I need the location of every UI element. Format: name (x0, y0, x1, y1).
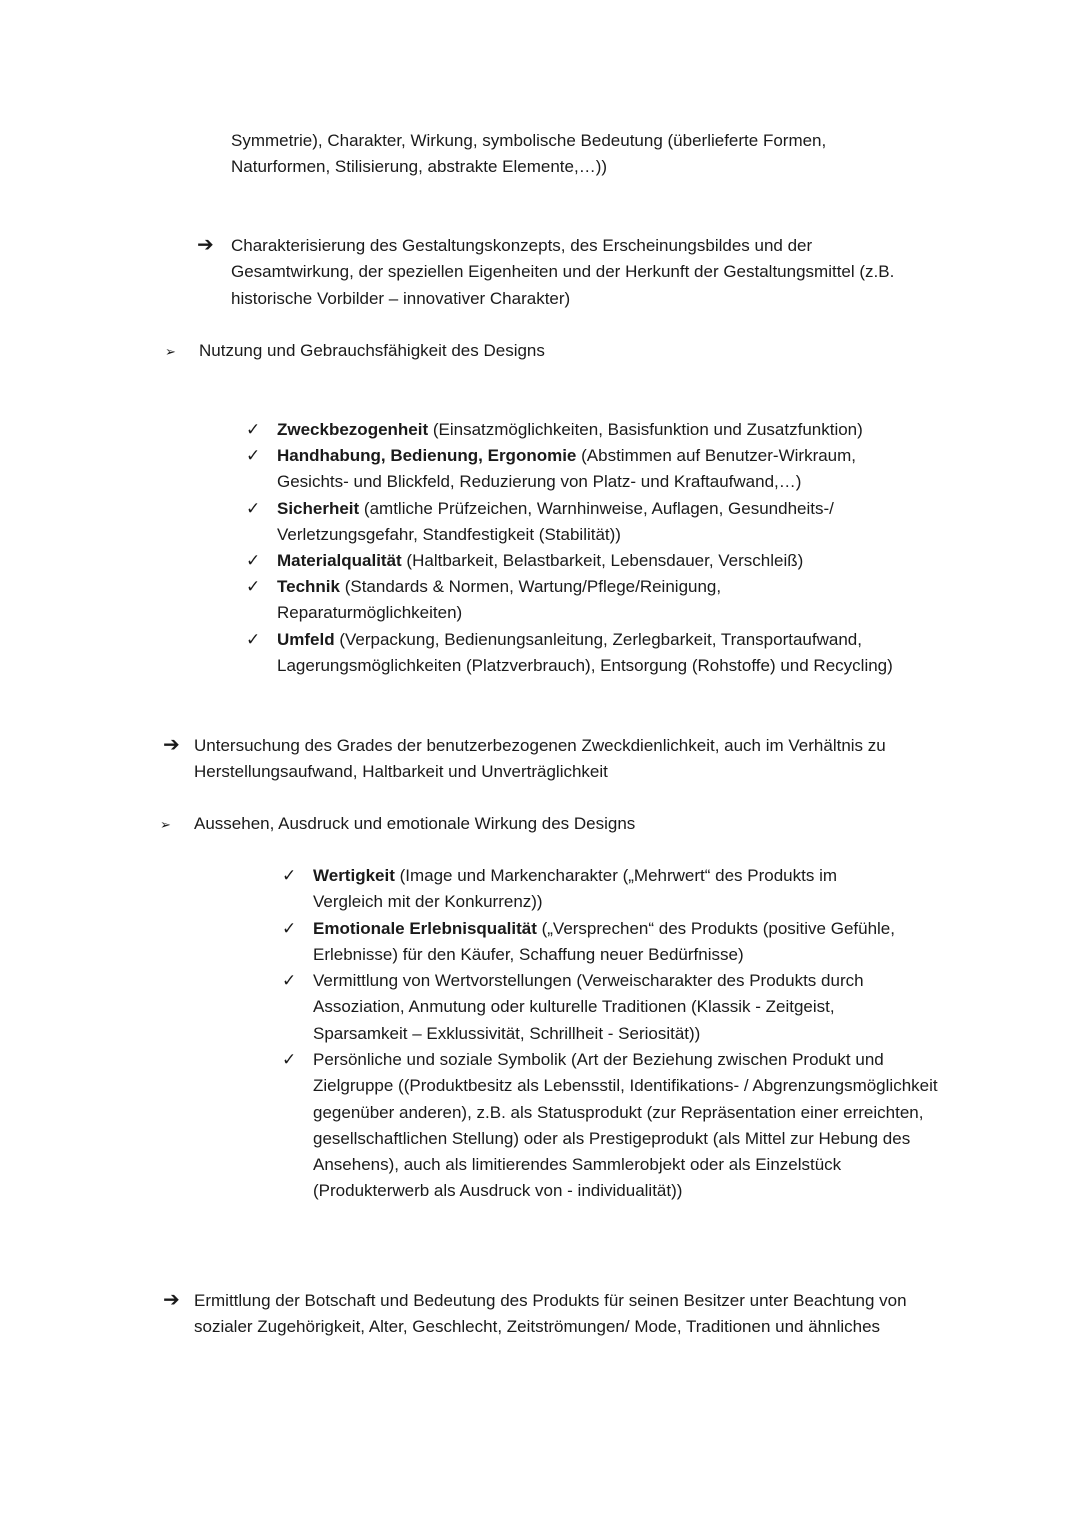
item-desc: (Image und Markencharakter („Mehrwert“ des Produkts im Vergleich mit der Konkurrenz)) (313, 866, 838, 912)
continuation-paragraph: Symmetrie), Charakter, Wirkung, symbolische Bedeutung (überlieferte Formen, Naturformen, Stilisierung, abstrakte Elemente,…)) (231, 131, 827, 177)
check-icon: ✓ (282, 1050, 297, 1069)
item-term: Wertigkeit (313, 866, 395, 885)
section-heading-appearance: Aussehen, Ausdruck und emotionale Wirkung des Designs (194, 814, 636, 833)
conclusion-characterization: Charakterisierung des Gestaltungskonzepts, des Erscheinungsbildes und der Gesamtwirkung, der speziellen Eigenheiten und der Herkunft der Gestaltungsmittel (z.B. historische Vorbilder – innovativer Charakter) (231, 236, 895, 308)
check-icon: ✓ (246, 551, 261, 570)
list-item (313, 863, 903, 916)
list-item (277, 443, 902, 496)
conclusion-usability: Untersuchung des Grades der benutzerbezogenen Zweckdienlichkeit, auch im Verhältnis zu Herstellungsaufwand, Haltbarkeit und Unverträglichkeit (194, 736, 886, 782)
list-item (277, 417, 907, 443)
item-desc: (amtliche Prüfzeichen, Warnhinweise, Auflagen, Gesundheits-/ Verletzungsgefahr, Standfestigkeit (Stabilität)) (277, 499, 834, 545)
item-desc: (Standards & Normen, Wartung/Pflege/Reinigung, Reparaturmöglichkeiten) (277, 577, 722, 623)
item-term: Sicherheit (277, 499, 360, 518)
item-term: Emotionale Erlebnisqualität (313, 919, 537, 938)
arrow-icon: ➔ (163, 734, 180, 756)
item-desc: (Einsatzmöglichkeiten, Basisfunktion und Zusatzfunktion) (428, 420, 863, 439)
item-term: Zweckbezogenheit (277, 420, 429, 439)
item-desc: (Abstimmen auf Benutzer-Wirkraum, Gesichts- und Blickfeld, Reduzierung von Platz- und Kraftaufwand,…) (277, 446, 857, 492)
list-item (277, 627, 957, 680)
arrow-icon: ➔ (163, 1289, 180, 1311)
item-term: Technik (277, 577, 340, 596)
list-item (313, 1047, 948, 1205)
item-desc: (Verpackung, Bedienungsanleitung, Zerlegbarkeit, Transportaufwand, Lagerungsmöglichkeiten (Platzverbrauch), Entsorgung (Rohstoffe) und Recycling) (277, 630, 893, 676)
list-item (277, 548, 907, 574)
item-desc: (Haltbarkeit, Belastbarkeit, Lebensdauer, Verschleiß) (401, 551, 804, 570)
check-icon: ✓ (282, 866, 297, 885)
item-term: Handhabung, Bedienung, Ergonomie (277, 446, 577, 465)
check-icon: ✓ (246, 446, 261, 465)
conclusion-message: Ermittlung der Botschaft und Bedeutung des Produkts für seinen Besitzer unter Beachtung von sozialer Zugehörigkeit, Alter, Geschlecht, Zeitströmungen/ Mode, Traditionen und ähnliches (194, 1291, 907, 1337)
triangle-bullet-icon: ➢ (160, 817, 171, 832)
check-icon: ✓ (246, 630, 261, 649)
arrow-icon: ➔ (197, 234, 214, 256)
list-item (313, 968, 933, 1047)
check-icon: ✓ (246, 577, 261, 596)
check-icon: ✓ (282, 971, 297, 990)
item-term: Materialqualität (277, 551, 402, 570)
triangle-bullet-icon: ➢ (165, 344, 176, 359)
list-item (313, 916, 943, 969)
list-item (277, 574, 797, 627)
section-heading-usage: Nutzung und Gebrauchsfähigkeit des Designs (199, 341, 545, 360)
item-desc: („Versprechen“ des Produkts (positive Gefühle, Erlebnisse) für den Käufer, Schaffung neuer Bedürfnisse) (313, 919, 895, 965)
list-item (277, 496, 902, 549)
check-icon: ✓ (282, 919, 297, 938)
check-icon: ✓ (246, 420, 261, 439)
item-desc: Vermittlung von Wertvorstellungen (Verweischarakter des Produkts durch Assoziation, Anmutung oder kulturelle Traditionen (Klassik - Zeitgeist, Sparsamkeit – Exklussivität, Schrillheit - Seriosität)) (313, 971, 864, 1043)
item-desc: Persönliche und soziale Symbolik (Art der Beziehung zwischen Produkt und Zielgruppe ((Produktbesitz als Lebensstil, Identifikations- / Abgrenzungsmöglichkeit gegenüber anderen), z.B. als Statusprodukt (zur Repräsentation einer erreichten, gesellschaftlichen Stellung) oder als Prestigeprodukt (als Mittel zur Hebung des Ansehens), auch als limitierendes Sammlerobjekt oder als Einzelstück (Produkterwerb als Ausdruck von - individualität)) (313, 1050, 938, 1201)
check-icon: ✓ (246, 499, 261, 518)
item-term: Umfeld (277, 630, 335, 649)
